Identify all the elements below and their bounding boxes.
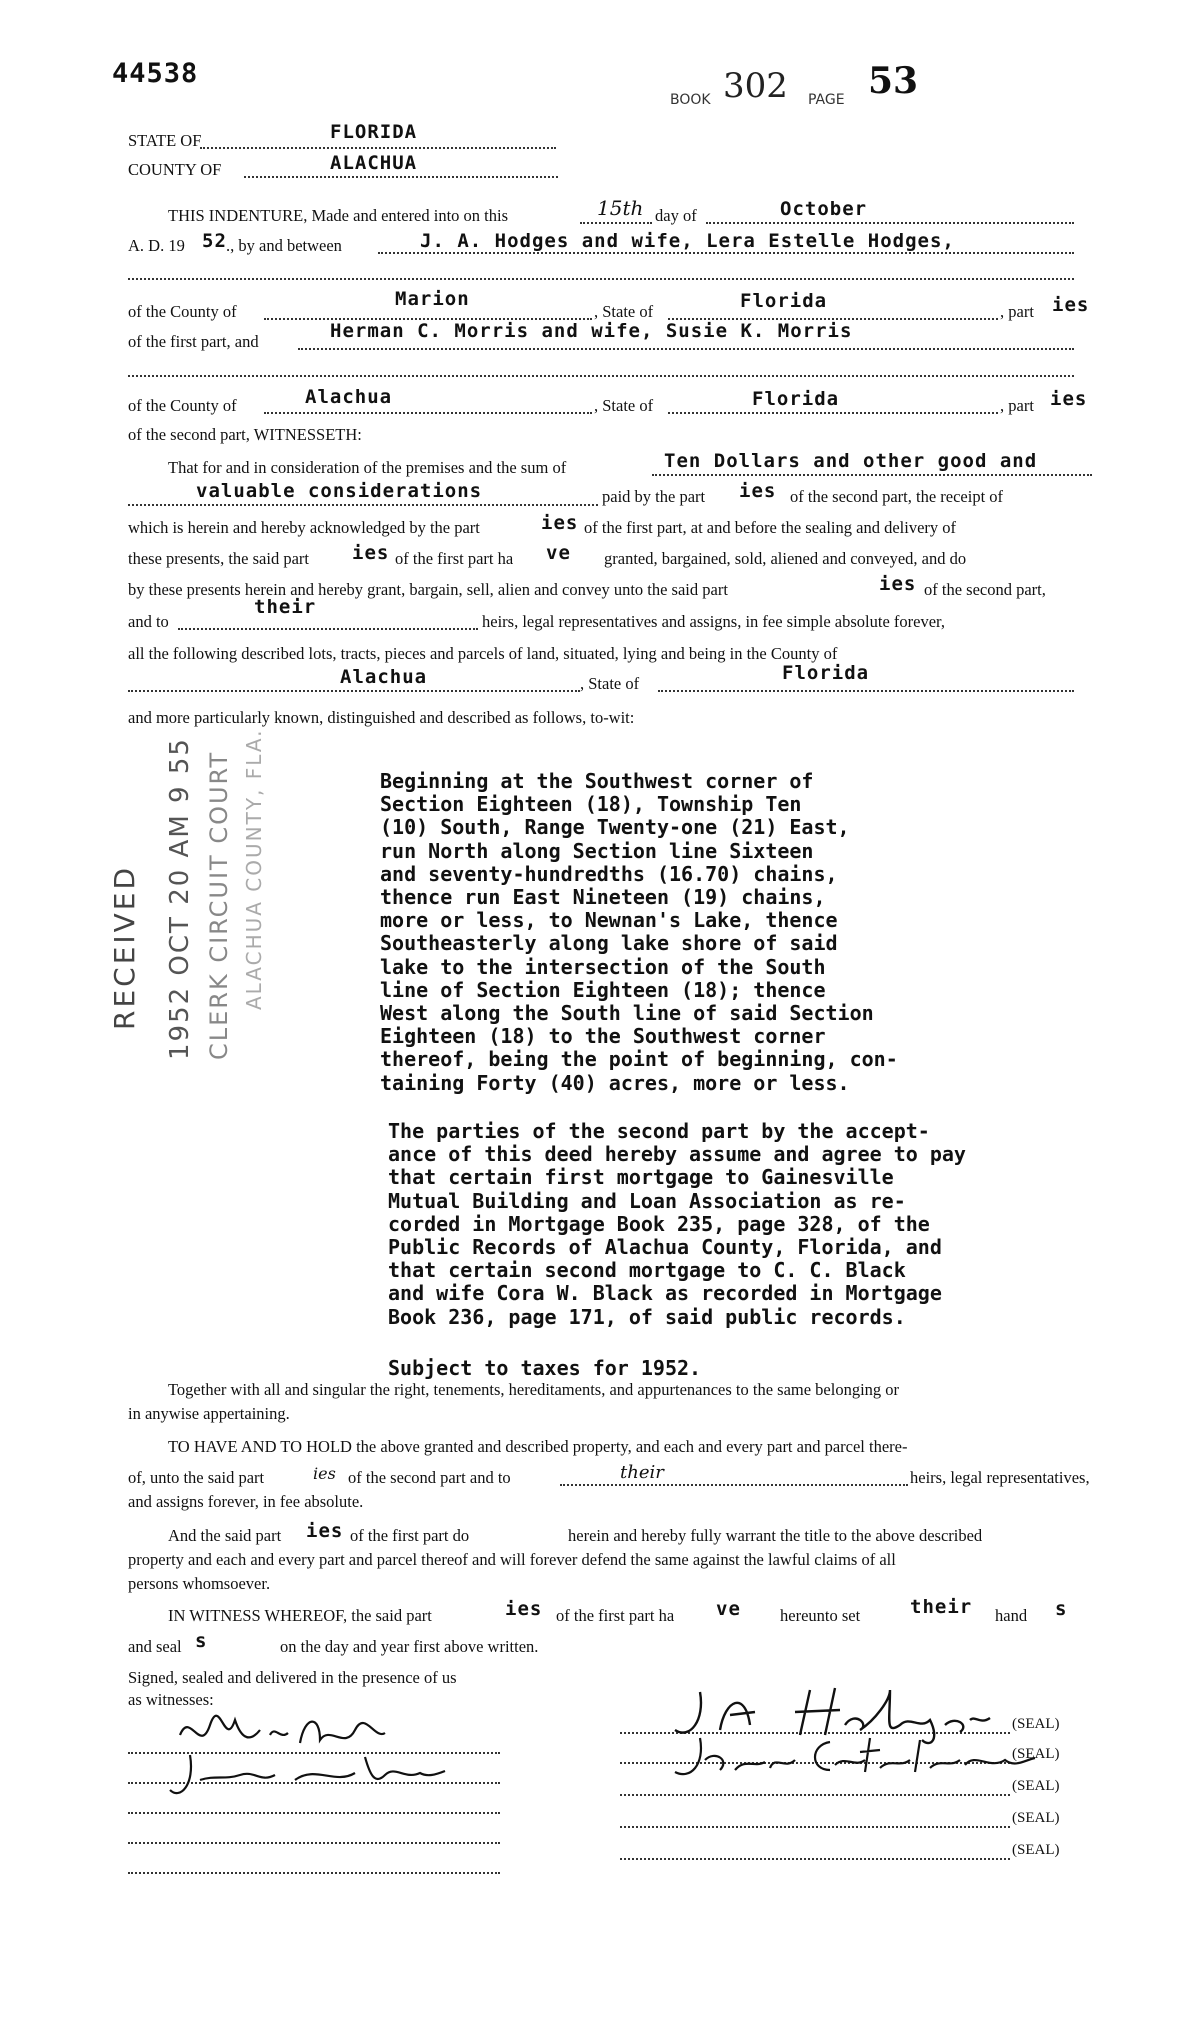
habendum-ies: ies — [313, 1464, 336, 1483]
state-value: FLORIDA — [330, 121, 418, 143]
warrant-line-2: property and each and every part and parcel thereof and will forever defend the same against the lawful claims of all — [128, 1550, 896, 1569]
first-state: Florida — [740, 290, 828, 312]
grantor-signature-line-4 — [620, 1826, 1010, 1828]
consideration-ies-2: ies — [541, 512, 579, 534]
stamp-clerk: CLERK CIRCUIT COURT — [205, 750, 233, 1060]
first-county-label: of the County of — [128, 302, 237, 321]
witness-line-1d: hand — [995, 1606, 1028, 1625]
land-state-line — [658, 690, 1074, 692]
habendum-line-3: and assigns forever, in fee absolute. — [128, 1492, 364, 1511]
consideration-line-2b: paid by the part — [602, 487, 706, 506]
legal-description: Beginning at the Southwest corner of Section Eighteen (18), Township Ten (10) South, Range Twenty-one (21) East, run North along Section line Sixteen and seventy-hundredths (16.70) chains, thence run East Nineteen (19) chains, more or less, to Newnan's Lake, thence Southeasterly along lake shore of said lake to the intersection of the South line of Section Eighteen (18); thence West along the South line of said Section Eighteen (18) to the Southwest corner thereof, being the point of beginning, con- taining Forty (40) acres, more or less. — [380, 769, 898, 1095]
consideration-ve: ve — [546, 542, 571, 564]
witness-line-1b: of the first part ha — [556, 1606, 675, 1625]
witness-signature-line-3 — [128, 1812, 500, 1814]
stamp-county: ALACHUA COUNTY, FLA. — [242, 728, 266, 1010]
consideration-line-7: all the following described lots, tracts, pieces and parcels of land, situated, lying and being in the County of — [128, 644, 838, 663]
county-label: COUNTY OF — [128, 160, 222, 179]
consideration-line-6b: heirs, legal representatives and assigns, in fee simple absolute forever, — [482, 612, 946, 631]
witness-ve: ve — [716, 1598, 741, 1620]
habendum-their: their — [620, 1462, 664, 1483]
consideration-ies-3: ies — [352, 542, 390, 564]
signed-line-2: as witnesses: — [128, 1690, 214, 1709]
warrant-ies: ies — [306, 1520, 344, 1542]
second-county: Alachua — [305, 386, 393, 408]
habendum-line-1: TO HAVE AND TO HOLD the above granted and described property, and each and every part and parcel there- — [168, 1437, 908, 1456]
first-part-label: , part — [1000, 302, 1034, 321]
consideration-line-8b: , State of — [580, 674, 640, 693]
second-state: Florida — [752, 388, 840, 410]
grantor-signature-2 — [660, 1730, 1040, 1790]
blank-line-2 — [128, 375, 1074, 377]
witness-ies: ies — [505, 1598, 543, 1620]
second-state-line — [668, 412, 998, 414]
consideration-sum-2: valuable considerations — [196, 480, 483, 502]
habendum-line-2b: of the second part and to — [348, 1468, 511, 1487]
first-part-suffix: ies — [1052, 294, 1090, 316]
witnesseth: of the second part, WITNESSETH: — [128, 425, 362, 444]
second-part-suffix: ies — [1050, 388, 1088, 410]
seal-label-1: (SEAL) — [1012, 1716, 1060, 1732]
first-part-and-label: of the first part, and — [128, 332, 259, 351]
month-line — [706, 222, 1074, 224]
grantors: J. A. Hodges and wife, Lera Estelle Hodges, — [420, 230, 955, 252]
habendum-line-2a: of, unto the said part — [128, 1468, 265, 1487]
together-line-2: in anywise appertaining. — [128, 1404, 290, 1423]
indenture-text-3: A. D. 19 — [128, 236, 185, 255]
their-line — [178, 628, 478, 630]
warrant-line-1c: herein and hereby fully warrant the title to the above described — [568, 1526, 983, 1545]
consideration-line-2c: of the second part, the receipt of — [790, 487, 1004, 506]
consideration-line-9: and more particularly known, distinguished and described as follows, to-wit: — [128, 708, 635, 727]
warrant-line-1a: And the said part — [168, 1526, 282, 1545]
blank-line-1 — [128, 278, 1074, 280]
document-number: 44538 — [112, 58, 199, 89]
sum-line-2 — [128, 504, 598, 506]
signed-line-1: Signed, sealed and delivered in the presence of us — [128, 1668, 457, 1687]
land-state: Florida — [782, 662, 870, 684]
first-county: Marion — [395, 288, 470, 310]
seal-label-3: (SEAL) — [1012, 1778, 1060, 1794]
witness-line-2b: on the day and year first above written. — [280, 1637, 539, 1656]
together-line-1: Together with all and singular the right, tenements, hereditaments, and appurtenances to the same belonging or — [168, 1380, 900, 1399]
grantees: Herman C. Morris and wife, Susie K. Morris — [330, 320, 853, 342]
witness-line-2a: and seal — [128, 1637, 182, 1656]
grantee-line — [298, 348, 1074, 350]
consideration-sum-1: Ten Dollars and other good and — [664, 450, 1038, 472]
county-value: ALACHUA — [330, 152, 418, 174]
witness-signature-2 — [165, 1745, 465, 1805]
county-line — [244, 176, 558, 178]
grantor-line — [378, 252, 1074, 254]
state-label: STATE OF — [128, 131, 202, 150]
second-county-label: of the County of — [128, 396, 237, 415]
indenture-text-2: day of — [655, 206, 697, 225]
stamp-date: 1952 OCT 20 AM 9 55 — [165, 737, 195, 1060]
land-county: Alachua — [340, 666, 428, 688]
consideration-their: their — [254, 596, 317, 618]
witness-line-1a: IN WITNESS WHEREOF, the said part — [168, 1606, 432, 1625]
warrant-line-3: persons whomsoever. — [128, 1574, 271, 1593]
witness-line-1c: hereunto set — [780, 1606, 861, 1625]
indenture-text-4: ., by and between — [226, 236, 342, 255]
consideration-line-5b: of the second part, — [924, 580, 1046, 599]
seal-label-5: (SEAL) — [1012, 1842, 1060, 1858]
book-label: BOOK — [670, 92, 711, 108]
indenture-year: 52 — [202, 230, 227, 252]
habendum-their-line — [560, 1484, 908, 1486]
consideration-line-5a: by these presents herein and hereby grant, bargain, sell, alien and convey unto the said part — [128, 580, 728, 599]
consideration-ies-4: ies — [879, 573, 917, 595]
witness-signature-line-4 — [128, 1842, 500, 1844]
day-line — [580, 222, 652, 224]
seal-label-2: (SEAL) — [1012, 1746, 1060, 1762]
consideration-line-4c: granted, bargained, sold, aliened and conveyed, and do — [604, 549, 967, 568]
page-number: 53 — [868, 60, 919, 102]
grantor-signature-line-3 — [620, 1794, 1010, 1796]
indenture-day: 15th — [597, 196, 644, 220]
land-county-line — [128, 690, 580, 692]
consideration-line-6a: and to — [128, 612, 169, 631]
stamp-received: RECEIVED — [108, 864, 141, 1030]
witness-their: their — [910, 1596, 973, 1618]
witness2-s: s — [195, 1630, 208, 1652]
witness-signature-line-5 — [128, 1872, 500, 1874]
seal-label-4: (SEAL) — [1012, 1810, 1060, 1826]
witness-s: s — [1055, 1598, 1068, 1620]
second-part-label: , part — [1000, 396, 1034, 415]
consideration-line-3a: which is herein and hereby acknowledged by the part — [128, 518, 480, 537]
mortgage-assumption: The parties of the second part by the accept- ance of this deed hereby assume and agree to pay that certain first mortgage to Gainesville Mutual Building and Loan Association as re- corded in Mortgage Book 235, page 328, of the Public Records of Alachua County, Florida, and that certain second mortgage to C. C. Black and wife Cora W. Black as recorded in Mortgage Book 236, page 171, of said public records. — [388, 1119, 966, 1329]
consideration-line-3b: of the first part, at and before the sealing and delivery of — [584, 518, 957, 537]
consideration-line-1: That for and in consideration of the premises and the sum of — [168, 458, 567, 477]
sum-line-1 — [652, 474, 1092, 476]
indenture-text-1: THIS INDENTURE, Made and entered into on this — [168, 206, 509, 225]
first-state-label: , State of — [594, 302, 654, 321]
second-county-line — [264, 412, 592, 414]
grantor-signature-line-5 — [620, 1858, 1010, 1860]
indenture-month: October — [780, 198, 868, 220]
state-line — [200, 147, 556, 149]
habendum-line-2c: heirs, legal representatives, — [910, 1468, 1090, 1487]
book-number: 302 — [723, 66, 788, 106]
warrant-line-1b: of the first part do — [350, 1526, 470, 1545]
second-state-label: , State of — [594, 396, 654, 415]
page-label: PAGE — [808, 92, 845, 108]
subject-to-taxes: Subject to taxes for 1952. — [388, 1356, 702, 1380]
consideration-line-4a: these presents, the said part — [128, 549, 309, 568]
consideration-line-4b: of the first part ha — [395, 549, 514, 568]
consideration-ies-1: ies — [739, 480, 777, 502]
